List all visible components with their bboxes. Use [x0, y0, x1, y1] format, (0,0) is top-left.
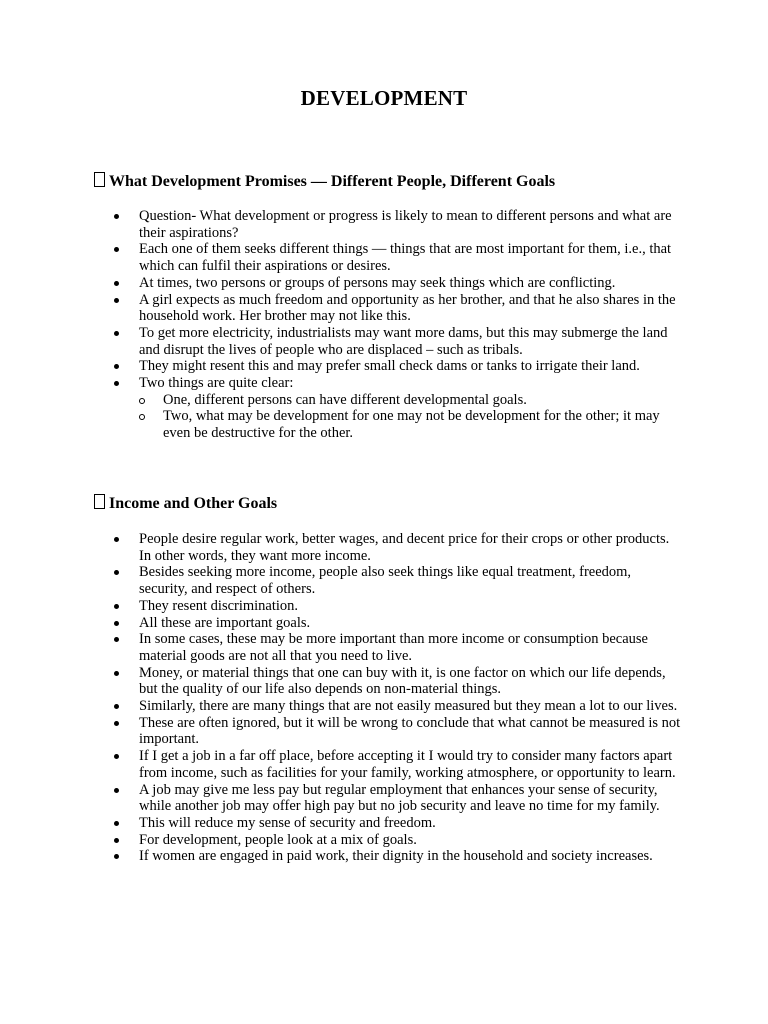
bullet-icon	[114, 247, 119, 252]
list-item	[112, 325, 682, 358]
list-item-text: Money, or material things that one can buy with it, is one factor on which our life depends, but the quality of our life also depends on non-material things.	[139, 664, 666, 698]
list-item	[112, 292, 682, 325]
list-item-text: If women are engaged in paid work, their dignity in the household and society increases.	[139, 848, 653, 865]
list-item-text: Question- What development or progress is likely to mean to different persons and what are their aspirations?	[139, 208, 672, 241]
list-item	[112, 358, 682, 375]
bullet-icon	[114, 537, 119, 542]
list-item	[112, 241, 682, 274]
sub-list-item	[139, 392, 682, 409]
bullet-icon	[114, 821, 119, 826]
list-item	[112, 564, 682, 597]
list-item	[112, 832, 682, 849]
list-item-text: Similarly, there are many things that are not easily measured but they mean a lot to our lives.	[139, 698, 678, 715]
list-item-text: If I get a job in a far off place, before accepting it I would try to consider many factors apart from income, such as facilities for your family, working atmosphere, or opportunity to learn.	[139, 748, 676, 781]
list-item	[112, 631, 682, 664]
list-item-text: For development, people look at a mix of goals.	[139, 831, 417, 848]
list-item-text: Two things are quite clear:	[139, 375, 294, 392]
bullet-icon	[114, 854, 119, 859]
bullet-icon	[114, 788, 119, 793]
bullet-icon	[114, 364, 119, 369]
list-item-text: A job may give me less pay but regular employment that enhances your sense of security, while another job may offer high pay but no job security and leave no time for my family.	[139, 781, 660, 815]
missing-glyph-box-icon	[94, 494, 105, 509]
section-heading-income-goals	[94, 494, 277, 514]
list-item	[112, 782, 682, 815]
bullet-icon	[114, 381, 119, 386]
list-item	[112, 715, 682, 748]
list-item	[112, 698, 682, 715]
sub-list-item-text: One, different persons can have different developmental goals.	[163, 391, 527, 408]
list-item-text: They might resent this and may prefer small check dams or tanks to irrigate their land.	[139, 358, 640, 375]
list-item-text: At times, two persons or groups of persons may seek things which are conflicting.	[139, 274, 616, 291]
bullet-icon	[114, 637, 119, 642]
bullet-icon	[114, 331, 119, 336]
bullet-icon	[114, 704, 119, 709]
list-item-text: People desire regular work, better wages, and decent price for their crops or other products. In other words, they want more income.	[139, 531, 670, 564]
list-item-text: Each one of them seeks different things — things that are most important for them, i.e., that which can fulfil their aspirations or desires.	[139, 241, 672, 275]
list-item	[112, 815, 682, 832]
bullet-icon	[114, 570, 119, 575]
list-item-text: All these are important goals.	[139, 614, 311, 631]
list-item-text: Besides seeking more income, people also seek things like equal treatment, freedom, security, and respect of others.	[139, 564, 632, 598]
bullet-icon	[114, 604, 119, 609]
sub-list-item-text: Two, what may be development for one may not be development for the other; it may even be destructive for the other.	[163, 408, 660, 442]
list-item	[112, 531, 682, 564]
bullet-icon	[114, 281, 119, 286]
bullet-icon	[114, 721, 119, 726]
list-item	[112, 848, 682, 865]
list-item-text: These are often ignored, but it will be wrong to conclude that what cannot be measured is not important.	[139, 714, 681, 748]
sub-list-item	[139, 408, 682, 441]
list-item-text: They resent discrimination.	[139, 597, 299, 614]
missing-glyph-box-icon	[94, 172, 105, 187]
bullet-icon	[114, 214, 119, 219]
section-heading-text: Income and Other Goals	[109, 495, 278, 512]
list-item-text: This will reduce my sense of security and freedom.	[139, 814, 436, 831]
list-item-text: To get more electricity, industrialists may want more dams, but this may submerge the land and disrupt the lives of people who are displaced – such as tribals.	[139, 324, 668, 358]
bullet-list-development-promises	[112, 208, 682, 442]
section-heading-development-promises	[94, 172, 555, 192]
bullet-icon	[114, 671, 119, 676]
page-title: DEVELOPMENT	[300, 86, 468, 110]
sub-bullet-list	[139, 392, 682, 442]
hollow-bullet-icon	[139, 414, 145, 420]
list-item	[112, 275, 682, 292]
bullet-icon	[114, 754, 119, 759]
list-item-text: A girl expects as much freedom and opportunity as her brother, and that he also shares in the household work. Her brother may not like this.	[139, 291, 676, 325]
bullet-icon	[114, 621, 119, 626]
list-item	[112, 375, 682, 442]
list-item	[112, 615, 682, 632]
bullet-list-income-goals	[112, 531, 682, 865]
list-item	[112, 665, 682, 698]
bullet-icon	[114, 298, 119, 303]
list-item	[112, 748, 682, 781]
hollow-bullet-icon	[139, 398, 145, 404]
section-heading-text: What Development Promises — Different People, Different Goals	[109, 173, 556, 190]
list-item-text: In some cases, these may be more important than more income or consumption because material goods are not all that you need to live.	[139, 631, 648, 664]
list-item	[112, 598, 682, 615]
bullet-icon	[114, 838, 119, 843]
list-item	[112, 208, 682, 241]
